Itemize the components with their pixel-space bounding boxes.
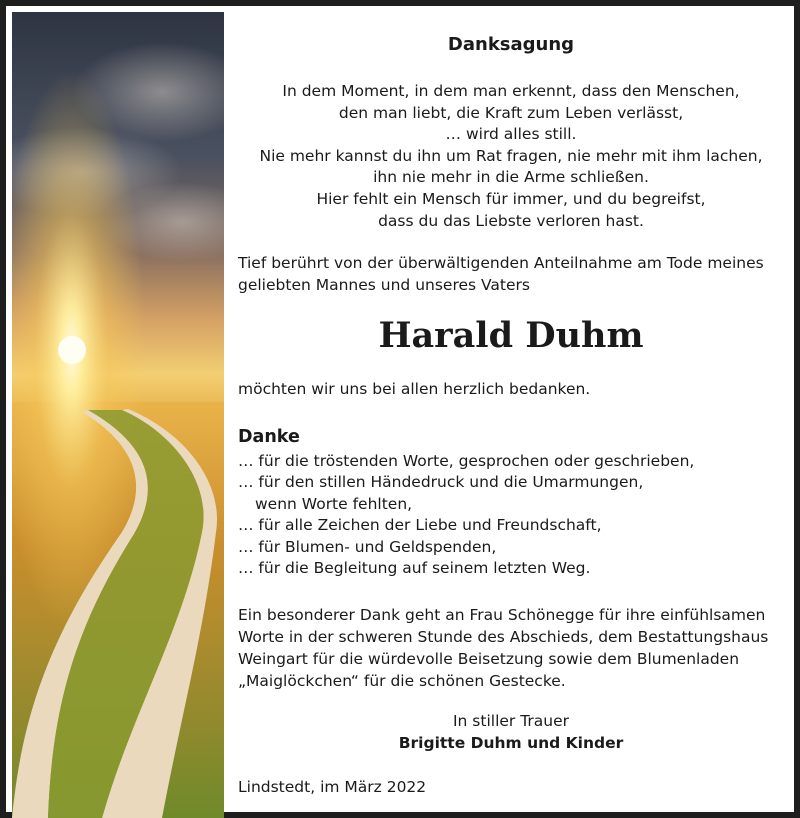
obituary-text-column <box>238 12 784 818</box>
poem-line: dass du das Liebste verloren hast. <box>378 211 644 230</box>
special-thanks-paragraph <box>238 604 784 692</box>
list-item: … für die tröstenden Worte, gesprochen oder geschrieben, <box>238 452 695 470</box>
list-item: … für Blumen- und Geldspenden, <box>238 537 497 556</box>
special-thanks-line: Worte in der schweren Stunde des Abschieds, dem Bestattungshaus <box>238 628 769 646</box>
list-item: … für den stillen Händedruck und die Umarmungen, <box>238 473 644 492</box>
list-item: … für alle Zeichen der Liebe und Freundschaft, <box>238 516 602 535</box>
poem-line: Nie mehr kannst du ihn um Rat fragen, nie mehr mit ihm lachen, <box>259 146 763 165</box>
mourners-names: Brigitte Duhm und Kinder <box>398 734 624 752</box>
intro-line: Tief berührt von der überwältigenden Anteilnahme am Tode meines <box>238 254 764 272</box>
special-thanks-line: Ein besonderer Dank geht an Frau Schönegge für ihre einfühlsamen <box>238 606 766 624</box>
intro-line: geliebten Mannes und unseres Vaters <box>238 276 530 294</box>
obituary-title: Danksagung <box>447 34 575 55</box>
list-item: … für die Begleitung auf seinem letzten Weg. <box>238 558 591 577</box>
mourners-label: In stiller Trauer <box>452 712 570 730</box>
thanks-line: möchten wir uns bei allen herzlich bedanken. <box>238 380 591 398</box>
poem-line: Hier fehlt ein Mensch für immer, und du begreifst, <box>316 189 706 208</box>
danke-heading: Danke <box>238 427 300 447</box>
poem-line: … wird alles still. <box>445 125 577 144</box>
special-thanks-line: Weingart für die würdevolle Beisetzung sowie dem Blumenladen <box>238 650 740 668</box>
place-date: Lindstedt, im März 2022 <box>238 778 427 796</box>
sunset-path-photo <box>12 12 224 818</box>
deceased-name: Harald Duhm <box>378 315 644 356</box>
list-item: wenn Worte fehlten, <box>255 494 413 513</box>
sunset-field-illustration <box>12 12 224 818</box>
intro-paragraph <box>238 252 784 296</box>
special-thanks-line: „Maiglöckchen“ für die schönen Gestecke. <box>238 672 566 690</box>
poem <box>238 80 784 231</box>
poem-line: den man liebt, die Kraft zum Leben verlässt, <box>338 103 684 122</box>
poem-line: ihn nie mehr in die Arme schließen. <box>373 168 649 187</box>
poem-line: In dem Moment, in dem man erkennt, dass den Menschen, <box>282 82 740 100</box>
danke-list <box>238 450 694 578</box>
